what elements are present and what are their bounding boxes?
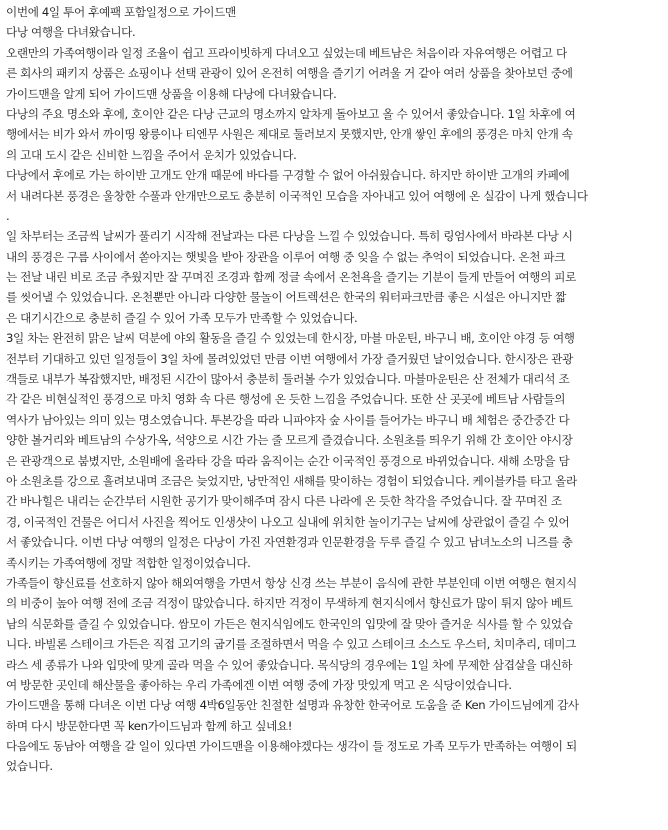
review-line: 양한 볼거리와 베트남의 수상가옥, 석양으로 시간 가는 줄 모르게 즐겼습니다. 소원초를 띄우기 위해 간 호이안 야시장 — [6, 433, 573, 448]
review-line: . — [6, 208, 10, 223]
review-line: 역사가 남아있는 의미 있는 명소였습니다. 투본강을 따라 니파야자 숲 사이를 들어가는 바구니 배 체험은 중간중간 다 — [6, 412, 570, 427]
review-line: 이번에 4일 투어 후예팩 포함일정으로 가이드맨 — [6, 5, 236, 19]
review-line: 여 방문한 곳인데 해산물을 좋아하는 우리 가족에겐 이번 여행 중에 가장 맛있게 먹고 온 식당이었습니다. — [6, 677, 512, 692]
review-line: 남의 식문화를 즐길 수 있었습니다. 쌈모이 가든은 현지식임에도 한국인의 입맛에 잘 맞아 즐거운 식사를 할 수 있었습 — [6, 616, 573, 631]
review-line: 른 회사의 패키지 상품은 쇼핑이나 선택 관광이 있어 온전히 여행을 즐기기 어려울 거 같아 여러 상품을 찾아보던 중에 — [6, 66, 573, 81]
review-line: 일 차부터는 조금씩 날씨가 풀리기 시작해 전날과는 다른 다낭을 느낄 수 있었습니다. 특히 링엄사에서 바라본 다낭 시 — [6, 229, 573, 244]
review-line: 다낭 여행을 다녀왔습니다. — [6, 25, 136, 40]
review-line: 은 대기시간으로 충분히 즐길 수 있어 가족 모두가 만족할 수 있었습니다. — [6, 310, 358, 325]
review-line — [6, 797, 662, 817]
review-line: 행에서는 비가 와서 까이띵 왕릉이나 티엔무 사원은 제대로 둘러보지 못했지만, 안개 쌓인 후에의 풍경은 마치 안개 속 — [6, 127, 573, 142]
review-line: 서 내려다본 풍경은 울창한 수풀과 안개만으로도 충분히 이국적인 모습을 자아내고 있어 여행에 온 실감이 나게 했습니다 — [6, 188, 588, 203]
review-line — [6, 777, 662, 797]
review-line: 가이드맨을 통해 다녀온 이번 다낭 여행 4박6일동안 친절한 설명과 유창한 한국어로 도움을 준 Ken 가이드님에게 감사 — [6, 698, 579, 713]
review-line: 간 바나힐은 내리는 순간부터 시원한 공기가 맞이해주며 잠시 다른 나라에 온 듯한 착각을 주었습니다. 잘 꾸며진 조 — [6, 494, 562, 509]
review-line: 내의 풍경은 구름 사이에서 쏟아지는 햇빛을 받아 장관을 이루어 여행 중 잊을 수 없는 추억이 되었습니다. 온천 파크 — [6, 249, 566, 264]
review-line: 의 비중이 높아 여행 전에 조금 걱정이 많았습니다. 하지만 걱정이 무색하게 현지식에서 향신료가 많이 튀지 않아 베트 — [6, 596, 573, 611]
review-line: 의 고대 도시 같은 신비한 느낌을 주어서 운치가 있었습니다. — [6, 147, 297, 162]
review-line: 다음에도 동남아 여행을 갈 일이 있다면 가이드맨을 이용해야겠다는 생각이 들 정도로 가족 모두가 만족하는 여행이 되 — [6, 739, 577, 754]
review-line: 경, 이국적인 건물은 어디서 사진을 찍어도 인생샷이 나오고 실내에 위치한 놀이기구는 날씨에 상관없이 즐길 수 있어 — [6, 514, 570, 529]
review-line: 전부터 기대하고 있던 일정들이 3일 차에 몰려있었던 만큼 이번 여행에서 가장 즐거웠던 날이었습니다. 한시장은 관광 — [6, 351, 573, 366]
review-line: 었습니다. — [6, 759, 53, 774]
review-line: 다낭에서 후에로 가는 하이반 고개도 안개 때문에 바다를 구경할 수 없어 아쉬웠습니다. 하지만 하이반 고개의 카페에 — [6, 168, 570, 183]
review-line: 아 소원초를 강으로 흘려보내며 조금은 늦었지만, 낭만적인 새해를 맞이하는 경험이 되었습니다. 케이블카를 타고 올라 — [6, 473, 577, 488]
review-line: 를 씻어낼 수 있었습니다. 온천뿐만 아니라 다양한 물놀이 어트렉션은 한국의 워터파크만큼 좋은 시설은 아니지만 짧 — [6, 290, 566, 305]
review-line: 3일 차는 완전히 맑은 날씨 덕분에 야외 활동을 즐길 수 있었는데 한시장, 마블 마운틴, 바구니 배, 호이안 야경 등 여행 — [6, 331, 575, 346]
review-line: 오랜만의 가족여행이라 일정 조율이 쉽고 프라이빗하게 다녀오고 싶었는데 베트남은 처음이라 자유여행은 어렵고 다 — [6, 45, 567, 60]
review-line: 는 전날 내린 비로 조금 추웠지만 잘 꾸며진 조경과 함께 정글 속에서 온천욕을 즐기는 기분이 들게 만들어 여행의 피로 — [6, 270, 576, 285]
review-line: 가이드맨을 알게 되어 가이드맨 상품을 이용해 다낭에 다녀왔습니다. — [6, 86, 337, 101]
review-line: 가족들이 향신료를 선호하지 않아 해외여행을 가면서 항상 신경 쓰는 부분이 음식에 관한 부분인데 이번 여행은 현지식 — [6, 575, 577, 590]
review-line: 은 관광객으로 붐볐지만, 소원배에 올라타 강을 따라 움직이는 순간 이국적인 풍경으로 바뀌었습니다. 새해 소망을 담 — [6, 453, 570, 468]
review-line: 서 좋았습니다. 이번 다낭 여행의 일정은 다낭이 가진 자연환경과 인문환경을 두루 즐길 수 있고 남녀노소의 니즈를 충 — [6, 535, 573, 550]
review-line: 다낭의 주요 명소와 후에, 호이안 같은 다낭 근교의 명소까지 알차게 돌아보고 올 수 있어서 좋았습니다. 1일 차후에 여 — [6, 106, 576, 121]
review-line: 하며 다시 방문한다면 꼭 ken가이드님과 함께 하고 싶네요! — [6, 718, 293, 733]
review-line: 각 같은 비현실적인 풍경으로 마치 영화 속 다른 행성에 온 듯한 느낌을 주었습니다. 또한 산 곳곳에 베트남 사람들의 — [6, 392, 566, 407]
review-line: 객들로 내부가 복잡했지만, 배정된 시간이 많아서 충분히 둘러볼 수가 있었습니다. 마블마운틴은 산 전체가 대리석 조 — [6, 372, 570, 387]
review-line: 니다. 바빌론 스테이크 가든은 직접 고기의 굽기를 조절하면서 먹을 수 있고 스테이크 소스도 우스터, 치미추리, 데미그 — [6, 637, 576, 652]
review-line: 라스 세 종류가 나와 입맛에 맞게 골라 먹을 수 있어 좋았습니다. 목식당의 경우에는 1일 차에 무제한 삼겹살을 대신하 — [6, 657, 573, 672]
review-line: 족시키는 가족여행에 정말 적합한 일정이었습니다. — [6, 555, 251, 570]
